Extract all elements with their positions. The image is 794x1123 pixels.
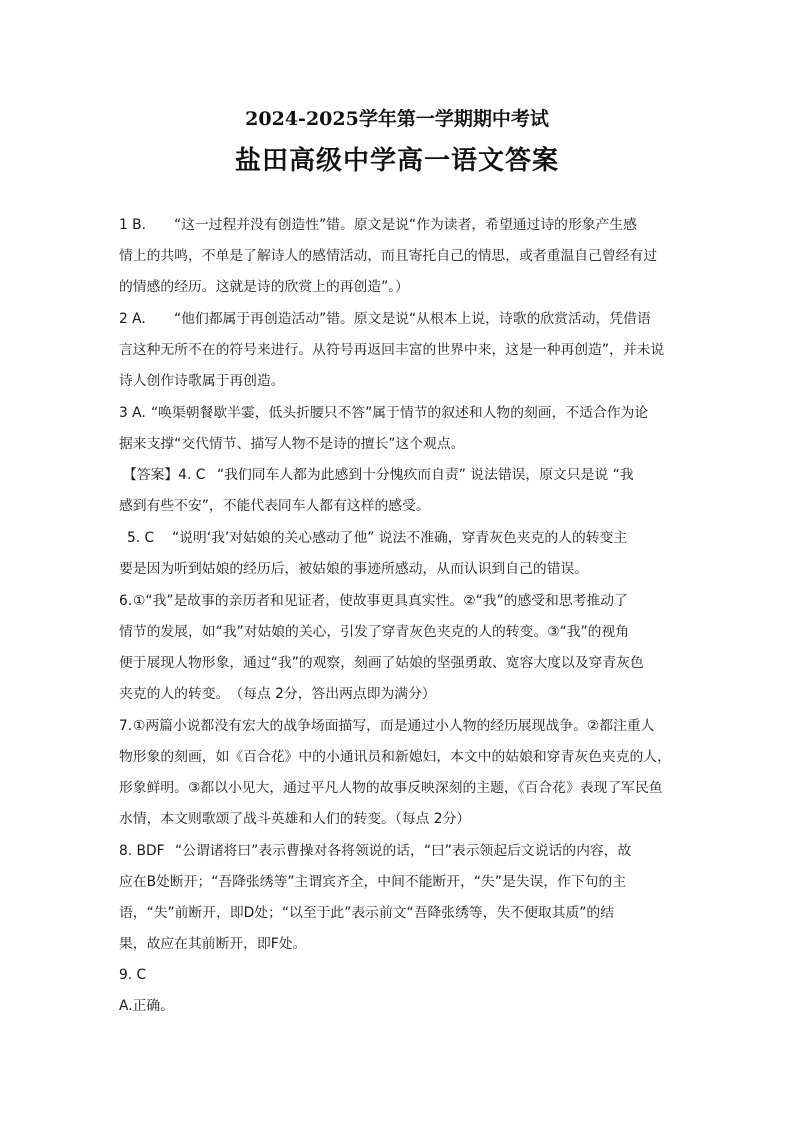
answer-5-line-1 (127, 528, 627, 548)
answer-2-line-1 (119, 309, 651, 329)
answer-number: 7. (119, 718, 133, 734)
answer-2-line-3: 诗人创作诗歌属于再创造。 (119, 373, 285, 389)
answer-8-line-3: 语，“失”前断开，即D处；“以至于此”表示前文“吾降张绣等，失不便取其质”的结 (119, 905, 615, 921)
answer-number: 5. C (127, 530, 155, 546)
answer-number: 2 A. (119, 311, 146, 327)
answer-1-line-3: 的情感的经历。这就是诗的欣赏上的再创造”。） (119, 279, 409, 295)
line-text: “说明‘我’对姑娘的关心感动了他” 说法不准确，穿青灰色夹克的人的转变主 (172, 530, 628, 546)
answer-4-line-2: 感到有些不安”，不能代表同车人都有这样的感受。 (119, 498, 430, 514)
line-text: ①两篇小说都没有宏大的战争场面描写，而是通过小人物的经历展现战争。②都注重人 (133, 718, 655, 734)
answer-number: 6. (119, 593, 133, 609)
page-title: 盐田高级中学高一语文答案 (234, 146, 559, 176)
answer-4-line-1 (123, 465, 634, 485)
answer-7-line-3: 形象鲜明。③都以小见大，通过平凡人物的故事反映深刻的主题，《百合花》表现了军民鱼 (119, 780, 663, 796)
answer-8-line-4: 果，故应在其前断开，即F处。 (119, 936, 307, 952)
answer-8-line-2: 应在B处断开；“吾降张绣等”主谓宾齐全，中间不能断开，“失”是失误，作下句的主 (119, 874, 627, 890)
answer-3-line-1 (119, 403, 648, 423)
exam-title: 2024-2025学年第一学期期中考试 (245, 108, 549, 130)
answer-6-line-4: 夹克的人的转变。 （每点 2分，答出两点即为满分） (119, 686, 436, 702)
line-text: ①“我”是故事的亲历者和见证者，使故事更具真实性。②“我”的感受和思考推动了 (133, 593, 628, 609)
answer-number: 【答案】4. C (123, 467, 206, 483)
answer-5-line-2: 要是因为听到姑娘的经历后，被姑娘的事迹所感动，从而认识到自己的错误。 (119, 561, 589, 577)
answer-6-line-2: 情节的发展，如“我”对姑娘的关心，引发了穿青灰色夹克的人的转变。③“我”的视角 (119, 624, 630, 640)
answer-3-line-2: 据来支撑“交代情节、描写人物不是诗的擅长”这个观点。 (119, 436, 465, 452)
line-text: “公谓诸将曰”表示曹操对各将领说的话，“曰”表示领起后文说话的内容，故 (175, 843, 632, 859)
answer-7-line-4: 水情，本文则歌颂了战斗英雄和人们的转变。（每点 2分） (119, 811, 471, 827)
answer-9-line-1: 9. C (119, 967, 147, 983)
answer-2-line-2: 言这种无所不在的符号来进行。从符号再返回丰富的世界中来，这是一种再创造”，并未说 (119, 342, 665, 358)
answer-6-line-3: 便于展现人物形象，通过“我”的观察，刻画了姑娘的坚强勇敢、宽容大度以及穿青灰色 (119, 655, 644, 671)
line-text: “这一过程并没有创造性”错。原文是说“作为读者，希望通过诗的形象产生感 (174, 217, 637, 233)
answer-7-line-2: 物形象的刻画，如《百合花》中的小通讯员和新媳妇，本文中的姑娘和穿青灰色夹克的人， (119, 749, 671, 765)
answer-number: 8. BDF (119, 843, 165, 859)
answer-8-line-1 (119, 841, 631, 861)
answer-9-option-a: A.正确。 (119, 998, 174, 1014)
answer-6-line-1 (119, 591, 628, 611)
answer-1-line-2: 情上的共鸣，不单是了解诗人的感情活动，而且寄托自己的情思，或者重温自己曾经有过 (119, 248, 658, 264)
line-text: “唤渠朝餐歇半霎，低头折腰只不答”属于情节的叙述和人物的刻画，不适合作为论 (151, 405, 649, 421)
answer-number: 3 A. (119, 405, 146, 421)
line-text: “我们同车人都为此感到十分愧疚而自责” 说法错误，原文只是说 “我 (217, 467, 634, 483)
answer-number: 1 B. (119, 217, 147, 233)
line-text: “他们都属于再创造活动”错。原文是说“从根本上说，诗歌的欣赏活动，凭借语 (174, 311, 651, 327)
answer-7-line-1 (119, 716, 654, 736)
answer-1-line-1 (119, 215, 637, 235)
